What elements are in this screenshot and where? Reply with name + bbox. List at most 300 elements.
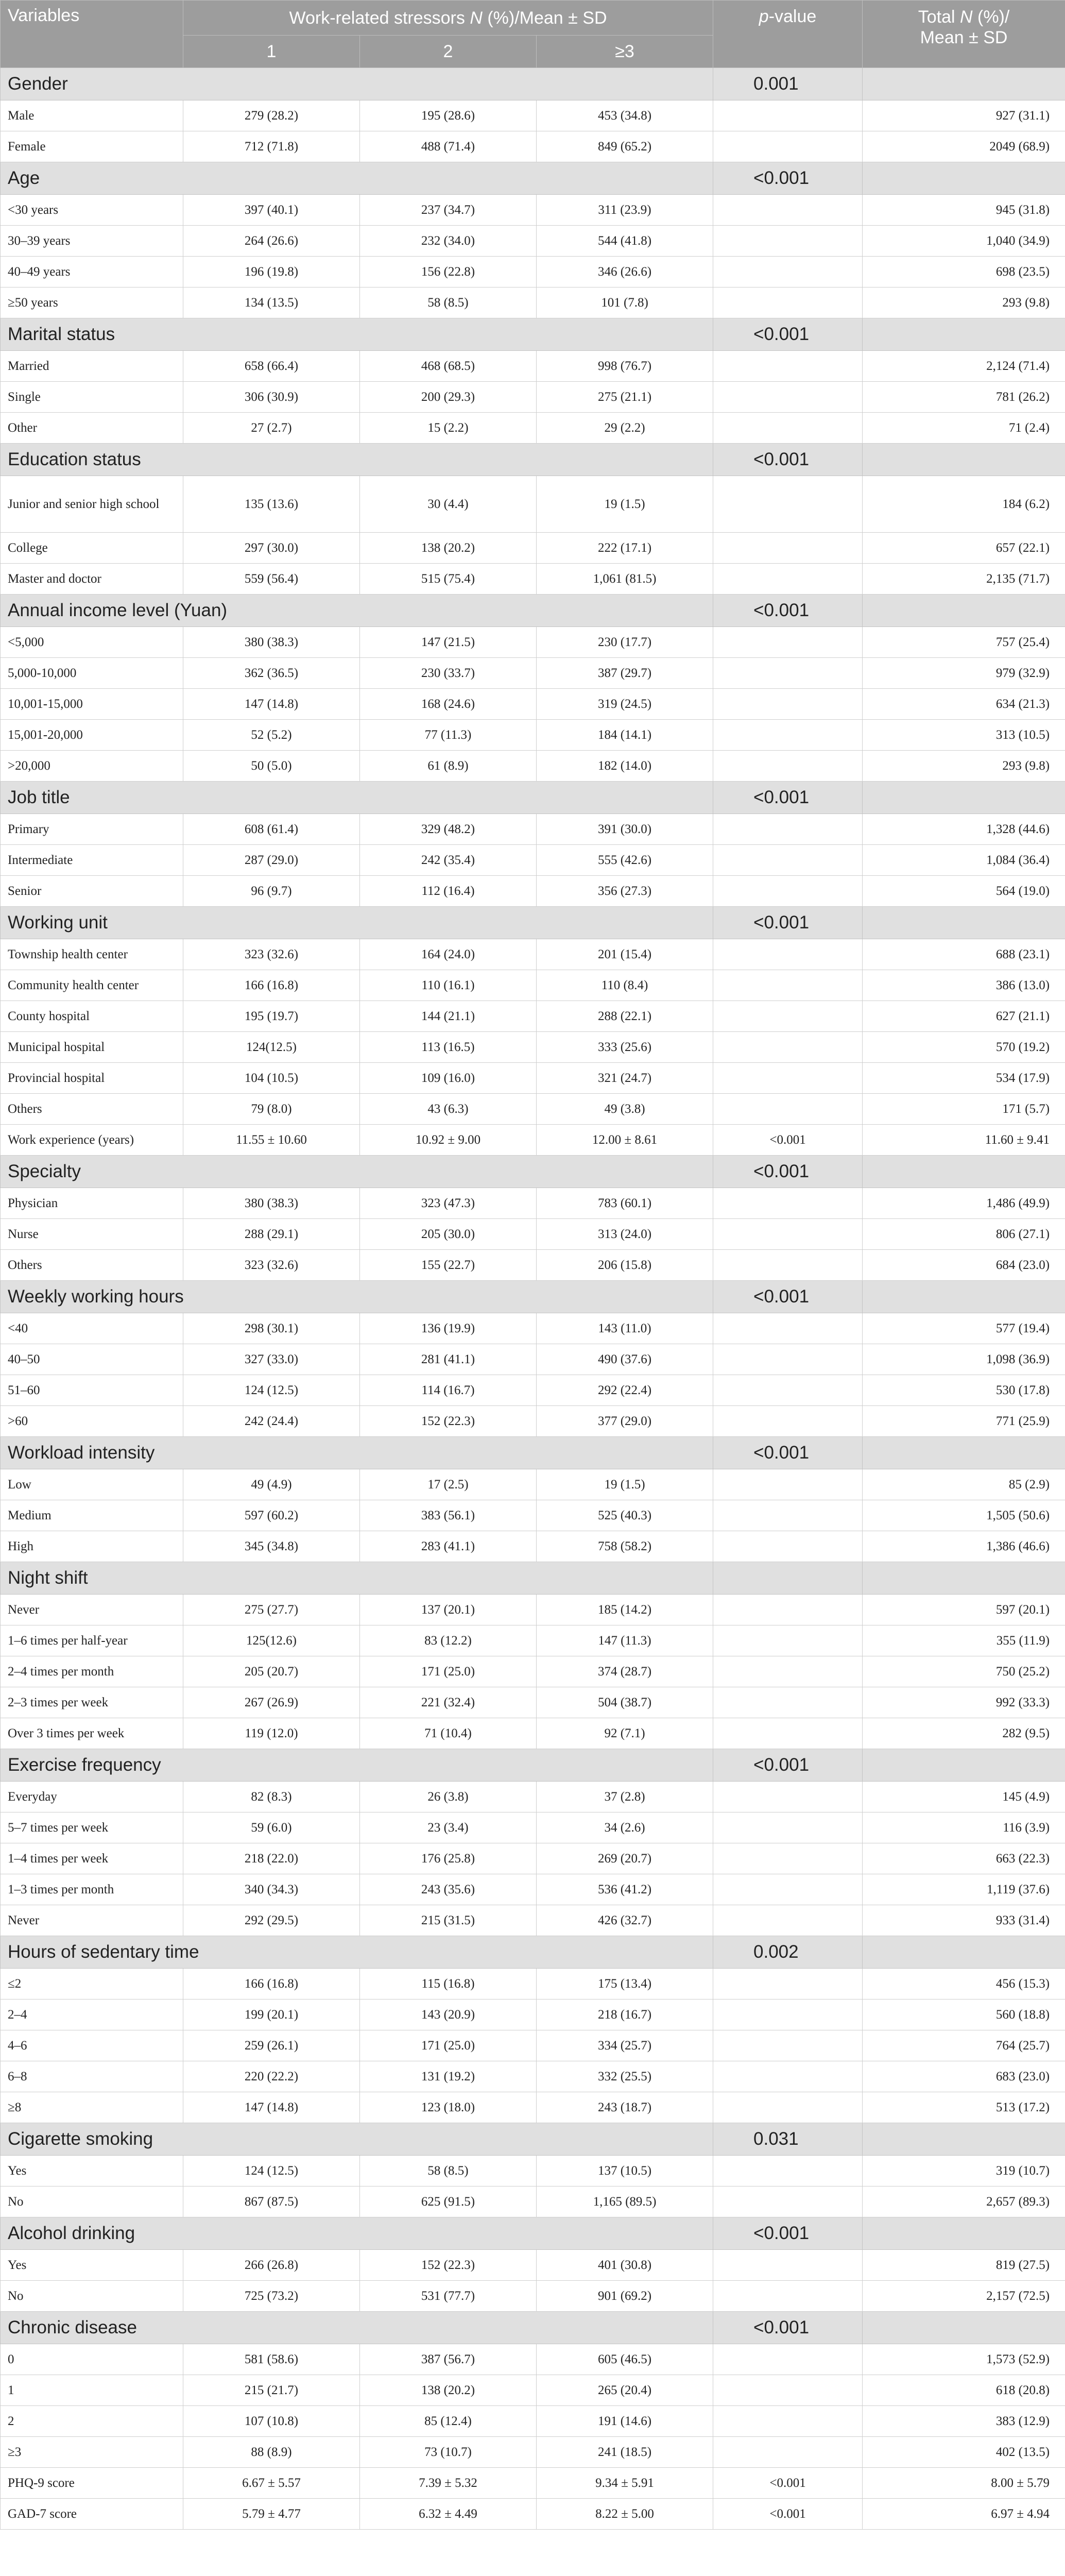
cell-group-3-plus: 269 (20.7) <box>537 1843 713 1874</box>
cell-group-1: 88 (8.9) <box>183 2437 360 2468</box>
cell-p-value <box>713 2061 863 2092</box>
cell-group-1: 79 (8.0) <box>183 1094 360 1125</box>
header-total: Total N (%)/ Mean ± SD <box>863 1 1065 68</box>
table-row <box>1 351 1065 382</box>
cell-group-2: 152 (22.3) <box>360 2250 537 2281</box>
table-row <box>1 658 1065 689</box>
row-label: Never <box>1 1905 183 1936</box>
row-label: 1–3 times per month <box>1 1874 183 1905</box>
cell-p-value <box>713 1969 863 1999</box>
cell-group-1: 725 (73.2) <box>183 2281 360 2312</box>
cell-total: 145 (4.9) <box>863 1782 1065 1812</box>
cell-total: 757 (25.4) <box>863 627 1065 658</box>
cell-total: 1,328 (44.6) <box>863 814 1065 845</box>
category-p-value: <0.001 <box>713 444 863 476</box>
cell-group-1: 134 (13.5) <box>183 287 360 318</box>
row-label: GAD-7 score <box>1 2499 183 2530</box>
cell-group-3-plus: 184 (14.1) <box>537 720 713 751</box>
row-label: Others <box>1 1094 183 1125</box>
cell-group-3-plus: 19 (1.5) <box>537 1469 713 1500</box>
cell-group-1: 96 (9.7) <box>183 876 360 907</box>
category-label: Exercise frequency <box>1 1749 713 1782</box>
table-row <box>1 814 1065 845</box>
cell-p-value <box>713 876 863 907</box>
cell-group-1: 380 (38.3) <box>183 1188 360 1219</box>
cell-group-2: 488 (71.4) <box>360 131 537 162</box>
cell-total: 6.97 ± 4.94 <box>863 2499 1065 2530</box>
cell-group-3-plus: 92 (7.1) <box>537 1718 713 1749</box>
cell-p-value <box>713 1032 863 1063</box>
category-row <box>1 782 1065 814</box>
cell-total: 402 (13.5) <box>863 2437 1065 2468</box>
cell-p-value <box>713 1656 863 1687</box>
cell-p-value <box>713 845 863 876</box>
cell-group-1: 581 (58.6) <box>183 2344 360 2375</box>
category-p-value: <0.001 <box>713 1281 863 1313</box>
row-label: 10,001-15,000 <box>1 689 183 720</box>
cell-total: 597 (20.1) <box>863 1595 1065 1625</box>
cell-group-3-plus: 182 (14.0) <box>537 751 713 782</box>
cell-group-3-plus: 758 (58.2) <box>537 1531 713 1562</box>
category-label: Cigarette smoking <box>1 2123 713 2156</box>
category-p-value: 0.002 <box>713 1936 863 1969</box>
cell-group-3-plus: 49 (3.8) <box>537 1094 713 1125</box>
cell-group-3-plus: 275 (21.1) <box>537 382 713 413</box>
row-label: College <box>1 533 183 564</box>
cell-group-3-plus: 426 (32.7) <box>537 1905 713 1936</box>
table-row <box>1 2375 1065 2406</box>
cell-total: 513 (17.2) <box>863 2092 1065 2123</box>
cell-group-2: 114 (16.7) <box>360 1375 537 1406</box>
cell-group-3-plus: 9.34 ± 5.91 <box>537 2468 713 2499</box>
cell-p-value <box>713 1595 863 1625</box>
cell-group-1: 124(12.5) <box>183 1032 360 1063</box>
cell-group-3-plus: 504 (38.7) <box>537 1687 713 1718</box>
cell-p-value <box>713 1094 863 1125</box>
cell-group-2: 221 (32.4) <box>360 1687 537 1718</box>
cell-group-3-plus: 292 (22.4) <box>537 1375 713 1406</box>
cell-total: 764 (25.7) <box>863 2030 1065 2061</box>
row-label: 1 <box>1 2375 183 2406</box>
table-row <box>1 2281 1065 2312</box>
category-row <box>1 318 1065 351</box>
cell-total: 530 (17.8) <box>863 1375 1065 1406</box>
cell-total: 945 (31.8) <box>863 195 1065 226</box>
cell-group-1: 266 (26.8) <box>183 2250 360 2281</box>
row-label: Yes <box>1 2250 183 2281</box>
cell-group-2: 171 (25.0) <box>360 1656 537 1687</box>
header-group-3-plus: ≥3 <box>537 36 713 68</box>
cell-total: 355 (11.9) <box>863 1625 1065 1656</box>
cell-group-1: 867 (87.5) <box>183 2187 360 2217</box>
cell-group-2: 83 (12.2) <box>360 1625 537 1656</box>
category-row <box>1 1936 1065 1969</box>
header-work-related-stressors: Work-related stressors N (%)/Mean ± SD <box>183 1 713 36</box>
cell-group-3-plus: 29 (2.2) <box>537 413 713 444</box>
cell-total: 683 (23.0) <box>863 2061 1065 2092</box>
cell-group-1: 59 (6.0) <box>183 1812 360 1843</box>
cell-p-value <box>713 970 863 1001</box>
cell-group-3-plus: 201 (15.4) <box>537 939 713 970</box>
cell-group-2: 281 (41.1) <box>360 1344 537 1375</box>
category-total-cell <box>863 318 1065 351</box>
cell-p-value <box>713 1625 863 1656</box>
cell-total: 71 (2.4) <box>863 413 1065 444</box>
cell-total: 1,386 (46.6) <box>863 1531 1065 1562</box>
cell-group-3-plus: 101 (7.8) <box>537 287 713 318</box>
cell-group-2: 168 (24.6) <box>360 689 537 720</box>
row-label: <40 <box>1 1313 183 1344</box>
cell-group-2: 387 (56.7) <box>360 2344 537 2375</box>
cell-total: 319 (10.7) <box>863 2156 1065 2187</box>
table-row <box>1 2344 1065 2375</box>
cell-p-value <box>713 939 863 970</box>
row-label: Male <box>1 100 183 131</box>
cell-p-value <box>713 1375 863 1406</box>
cell-total: 456 (15.3) <box>863 1969 1065 1999</box>
table-row <box>1 970 1065 1001</box>
cell-group-3-plus: 346 (26.6) <box>537 257 713 287</box>
category-label: Weekly working hours <box>1 1281 713 1313</box>
cell-group-3-plus: 218 (16.7) <box>537 1999 713 2030</box>
cell-p-value <box>713 257 863 287</box>
table-row <box>1 1188 1065 1219</box>
cell-group-2: 138 (20.2) <box>360 2375 537 2406</box>
cell-group-3-plus: 175 (13.4) <box>537 1969 713 1999</box>
table-row <box>1 382 1065 413</box>
cell-p-value <box>713 2092 863 2123</box>
cell-total: 663 (22.3) <box>863 1843 1065 1874</box>
row-label: ≥8 <box>1 2092 183 2123</box>
category-row <box>1 444 1065 476</box>
category-p-value: <0.001 <box>713 907 863 939</box>
cell-group-1: 340 (34.3) <box>183 1874 360 1905</box>
table-row <box>1 413 1065 444</box>
cell-group-2: 195 (28.6) <box>360 100 537 131</box>
category-row <box>1 68 1065 100</box>
row-label: 1–4 times per week <box>1 1843 183 1874</box>
cell-group-1: 125(12.6) <box>183 1625 360 1656</box>
category-p-value: <0.001 <box>713 1749 863 1782</box>
category-row <box>1 1749 1065 1782</box>
category-row <box>1 2217 1065 2250</box>
cell-p-value <box>713 1188 863 1219</box>
cell-total: 750 (25.2) <box>863 1656 1065 1687</box>
row-label: 0 <box>1 2344 183 2375</box>
cell-total: 2,124 (71.4) <box>863 351 1065 382</box>
cell-p-value <box>713 1313 863 1344</box>
cell-p-value <box>713 1500 863 1531</box>
category-total-cell <box>863 782 1065 814</box>
row-label: ≤2 <box>1 1969 183 1999</box>
cell-group-3-plus: 536 (41.2) <box>537 1874 713 1905</box>
cell-group-1: 658 (66.4) <box>183 351 360 382</box>
row-label: 4–6 <box>1 2030 183 2061</box>
header-p-value: p-value <box>713 1 863 68</box>
cell-p-value <box>713 1999 863 2030</box>
table-row <box>1 1344 1065 1375</box>
cell-p-value <box>713 1718 863 1749</box>
cell-total: 657 (22.1) <box>863 533 1065 564</box>
cell-group-3-plus: 391 (30.0) <box>537 814 713 845</box>
cell-group-1: 397 (40.1) <box>183 195 360 226</box>
cell-group-3-plus: 555 (42.6) <box>537 845 713 876</box>
row-label: Master and doctor <box>1 564 183 595</box>
table-row <box>1 287 1065 318</box>
table-row <box>1 2092 1065 2123</box>
cell-group-3-plus: 311 (23.9) <box>537 195 713 226</box>
cell-group-2: 61 (8.9) <box>360 751 537 782</box>
cell-group-1: 327 (33.0) <box>183 1344 360 1375</box>
cell-p-value <box>713 658 863 689</box>
table-row <box>1 1687 1065 1718</box>
table-row <box>1 1094 1065 1125</box>
cell-total: 1,505 (50.6) <box>863 1500 1065 1531</box>
cell-group-3-plus: 544 (41.8) <box>537 226 713 257</box>
cell-total: 313 (10.5) <box>863 720 1065 751</box>
header-group-1: 1 <box>183 36 360 68</box>
cell-p-value <box>713 2344 863 2375</box>
cell-group-1: 215 (21.7) <box>183 2375 360 2406</box>
table-row <box>1 1905 1065 1936</box>
cell-total: 293 (9.8) <box>863 287 1065 318</box>
row-label: 5–7 times per week <box>1 1812 183 1843</box>
cell-group-3-plus: 605 (46.5) <box>537 2344 713 2375</box>
cell-group-3-plus: 241 (18.5) <box>537 2437 713 2468</box>
cell-group-3-plus: 321 (24.7) <box>537 1063 713 1094</box>
cell-group-2: 26 (3.8) <box>360 1782 537 1812</box>
cell-group-1: 119 (12.0) <box>183 1718 360 1749</box>
category-row <box>1 1281 1065 1313</box>
row-label: Senior <box>1 876 183 907</box>
row-label: Township health center <box>1 939 183 970</box>
cell-p-value <box>713 627 863 658</box>
table-row <box>1 1250 1065 1281</box>
cell-total: 1,119 (37.6) <box>863 1874 1065 1905</box>
cell-total: 819 (27.5) <box>863 2250 1065 2281</box>
cell-group-2: 205 (30.0) <box>360 1219 537 1250</box>
table-row <box>1 939 1065 970</box>
row-label: 2–4 <box>1 1999 183 2030</box>
table-row <box>1 1531 1065 1562</box>
category-total-cell <box>863 2312 1065 2344</box>
cell-group-1: 380 (38.3) <box>183 627 360 658</box>
table-row <box>1 131 1065 162</box>
cell-total: 534 (17.9) <box>863 1063 1065 1094</box>
cell-group-2: 152 (22.3) <box>360 1406 537 1437</box>
category-label: Working unit <box>1 907 713 939</box>
cell-group-1: 104 (10.5) <box>183 1063 360 1094</box>
cell-group-1: 287 (29.0) <box>183 845 360 876</box>
table-row <box>1 1595 1065 1625</box>
row-label: Municipal hospital <box>1 1032 183 1063</box>
cell-group-3-plus: 230 (17.7) <box>537 627 713 658</box>
header-group-2: 2 <box>360 36 537 68</box>
table-row <box>1 1843 1065 1874</box>
table-row <box>1 2030 1065 2061</box>
cell-p-value <box>713 1469 863 1500</box>
cell-group-2: 136 (19.9) <box>360 1313 537 1344</box>
cell-group-3-plus: 356 (27.3) <box>537 876 713 907</box>
category-p-value: <0.001 <box>713 1156 863 1188</box>
row-label: 51–60 <box>1 1375 183 1406</box>
cell-total: 11.60 ± 9.41 <box>863 1125 1065 1156</box>
table-row <box>1 1999 1065 2030</box>
cell-group-3-plus: 333 (25.6) <box>537 1032 713 1063</box>
cell-p-value <box>713 751 863 782</box>
cell-group-2: 242 (35.4) <box>360 845 537 876</box>
table-body <box>1 68 1065 2530</box>
cell-group-3-plus: 453 (34.8) <box>537 100 713 131</box>
cell-group-2: 237 (34.7) <box>360 195 537 226</box>
cell-total: 1,573 (52.9) <box>863 2344 1065 2375</box>
cell-group-2: 625 (91.5) <box>360 2187 537 2217</box>
table-row <box>1 1500 1065 1531</box>
category-p-value: 0.001 <box>713 68 863 100</box>
row-label: Low <box>1 1469 183 1500</box>
category-total-cell <box>863 1437 1065 1469</box>
table-row <box>1 1656 1065 1687</box>
cell-total: 2,135 (71.7) <box>863 564 1065 595</box>
cell-p-value <box>713 689 863 720</box>
row-label: Yes <box>1 2156 183 2187</box>
table-row <box>1 1063 1065 1094</box>
cell-total: 618 (20.8) <box>863 2375 1065 2406</box>
cell-group-2: 230 (33.7) <box>360 658 537 689</box>
cell-total: 2,157 (72.5) <box>863 2281 1065 2312</box>
row-label: Married <box>1 351 183 382</box>
table-row <box>1 2499 1065 2530</box>
cell-group-3-plus: 783 (60.1) <box>537 1188 713 1219</box>
cell-group-3-plus: 377 (29.0) <box>537 1406 713 1437</box>
cell-p-value <box>713 413 863 444</box>
category-total-cell <box>863 68 1065 100</box>
category-row <box>1 2123 1065 2156</box>
row-label: ≥50 years <box>1 287 183 318</box>
table-row <box>1 2061 1065 2092</box>
cell-group-1: 11.55 ± 10.60 <box>183 1125 360 1156</box>
cell-group-3-plus: 313 (24.0) <box>537 1219 713 1250</box>
cell-total: 577 (19.4) <box>863 1313 1065 1344</box>
cell-group-1: 205 (20.7) <box>183 1656 360 1687</box>
cell-p-value <box>713 2375 863 2406</box>
cell-group-2: 176 (25.8) <box>360 1843 537 1874</box>
table-row <box>1 533 1065 564</box>
row-label: No <box>1 2281 183 2312</box>
cell-p-value <box>713 351 863 382</box>
category-p-value: <0.001 <box>713 782 863 814</box>
cell-total: 116 (3.9) <box>863 1812 1065 1843</box>
cell-group-2: 58 (8.5) <box>360 2156 537 2187</box>
cell-group-3-plus: 490 (37.6) <box>537 1344 713 1375</box>
table-row <box>1 2156 1065 2187</box>
cell-group-2: 30 (4.4) <box>360 476 537 533</box>
cell-total: 85 (2.9) <box>863 1469 1065 1500</box>
cell-p-value <box>713 1344 863 1375</box>
cell-group-2: 15 (2.2) <box>360 413 537 444</box>
row-label: 40–49 years <box>1 257 183 287</box>
cell-group-1: 362 (36.5) <box>183 658 360 689</box>
cell-group-1: 597 (60.2) <box>183 1500 360 1531</box>
category-label: Workload intensity <box>1 1437 713 1469</box>
cell-group-2: 113 (16.5) <box>360 1032 537 1063</box>
row-label: 2 <box>1 2406 183 2437</box>
cell-group-3-plus: 12.00 ± 8.61 <box>537 1125 713 1156</box>
table-row <box>1 751 1065 782</box>
cell-p-value <box>713 476 863 533</box>
cell-p-value <box>713 2187 863 2217</box>
cell-group-3-plus: 137 (10.5) <box>537 2156 713 2187</box>
cell-total: 560 (18.8) <box>863 1999 1065 2030</box>
cell-p-value <box>713 2156 863 2187</box>
cell-group-2: 138 (20.2) <box>360 533 537 564</box>
cell-group-1: 279 (28.2) <box>183 100 360 131</box>
cell-p-value <box>713 1001 863 1032</box>
cell-group-2: 110 (16.1) <box>360 970 537 1001</box>
cell-group-3-plus: 332 (25.5) <box>537 2061 713 2092</box>
cell-group-1: 135 (13.6) <box>183 476 360 533</box>
cell-group-2: 6.32 ± 4.49 <box>360 2499 537 2530</box>
cell-p-value <box>713 1905 863 1936</box>
cell-p-value <box>713 287 863 318</box>
cell-group-3-plus: 849 (65.2) <box>537 131 713 162</box>
cell-total: 2049 (68.9) <box>863 131 1065 162</box>
category-row <box>1 1437 1065 1469</box>
table-header <box>1 1 1065 68</box>
row-label: 15,001-20,000 <box>1 720 183 751</box>
cell-group-2: 71 (10.4) <box>360 1718 537 1749</box>
row-label: Everyday <box>1 1782 183 1812</box>
category-p-value: <0.001 <box>713 1437 863 1469</box>
cell-p-value <box>713 1250 863 1281</box>
cell-group-3-plus: 525 (40.3) <box>537 1500 713 1531</box>
row-label: PHQ-9 score <box>1 2468 183 2499</box>
cell-p-value <box>713 1782 863 1812</box>
cell-group-3-plus: 147 (11.3) <box>537 1625 713 1656</box>
cell-group-3-plus: 191 (14.6) <box>537 2406 713 2437</box>
cell-p-value: <0.001 <box>713 2468 863 2499</box>
cell-group-3-plus: 37 (2.8) <box>537 1782 713 1812</box>
cell-total: 688 (23.1) <box>863 939 1065 970</box>
table-row <box>1 226 1065 257</box>
table-row <box>1 1625 1065 1656</box>
cell-group-1: 199 (20.1) <box>183 1999 360 2030</box>
cell-group-2: 23 (3.4) <box>360 1812 537 1843</box>
table-row <box>1 1001 1065 1032</box>
category-label: Night shift <box>1 1562 713 1595</box>
cell-total: 293 (9.8) <box>863 751 1065 782</box>
cell-total: 979 (32.9) <box>863 658 1065 689</box>
cell-total: 383 (12.9) <box>863 2406 1065 2437</box>
cell-group-2: 243 (35.6) <box>360 1874 537 1905</box>
table-row <box>1 1782 1065 1812</box>
cell-total: 1,084 (36.4) <box>863 845 1065 876</box>
cell-p-value: <0.001 <box>713 1125 863 1156</box>
category-p-value: <0.001 <box>713 2217 863 2250</box>
cell-total: 992 (33.3) <box>863 1687 1065 1718</box>
cell-p-value <box>713 1531 863 1562</box>
category-total-cell <box>863 1562 1065 1595</box>
row-label: <5,000 <box>1 627 183 658</box>
table-row <box>1 1812 1065 1843</box>
row-label: Provincial hospital <box>1 1063 183 1094</box>
cell-group-1: 306 (30.9) <box>183 382 360 413</box>
table-row <box>1 876 1065 907</box>
cell-group-2: 215 (31.5) <box>360 1905 537 1936</box>
row-label: ≥3 <box>1 2437 183 2468</box>
row-label: 2–4 times per month <box>1 1656 183 1687</box>
cell-group-2: 329 (48.2) <box>360 814 537 845</box>
